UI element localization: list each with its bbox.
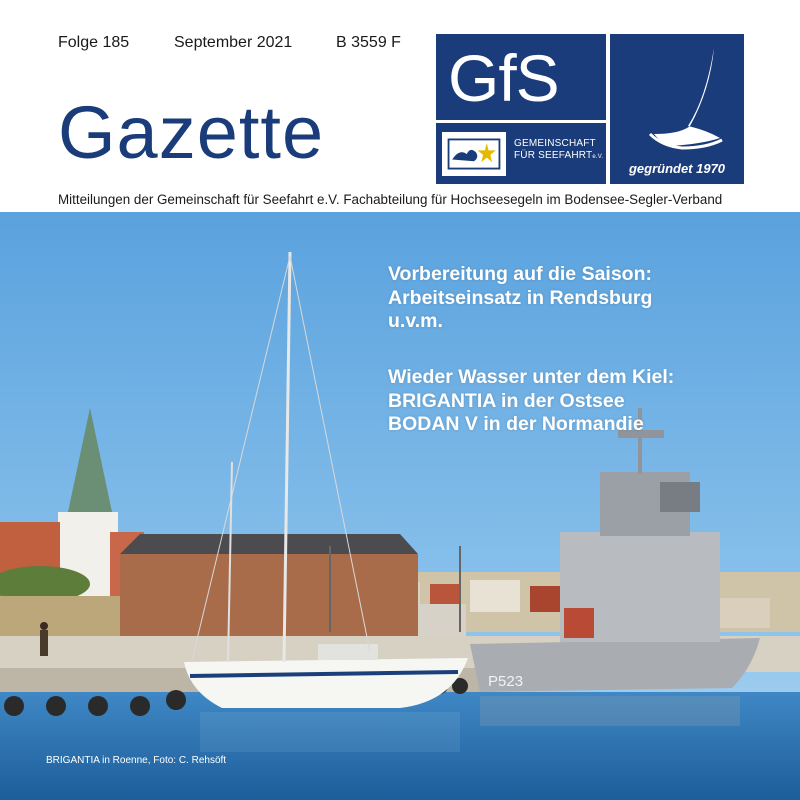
logo-divider [436, 120, 606, 123]
headline-keel [388, 366, 674, 437]
sail-icon [610, 34, 744, 164]
photo-caption: BRIGANTIA in Roenne, Foto: C. Rehsöft [46, 755, 227, 766]
postal-number: B 3559 F [336, 34, 401, 51]
logo-name-line2: FÜR SEEFAHRT [514, 150, 593, 161]
gfs-logo [436, 34, 606, 184]
headline-line: Wieder Wasser unter dem Kiel: [388, 366, 675, 388]
headline-season [388, 263, 652, 334]
issue-number: Folge 185 [58, 34, 130, 51]
burgee-flag-icon [442, 132, 506, 176]
logo-name-line1: GEMEINSCHAFT [514, 138, 596, 149]
sail-logo [610, 34, 744, 184]
headline-line: Arbeitseinsatz in Rendsburg [388, 286, 653, 309]
subtitle: Mitteilungen der Gemeinschaft für Seefahrt e.V. Fachabteilung für Hochseesegeln im Bodensee-Segler-Verband [58, 192, 723, 207]
hull-number: P523 [488, 673, 524, 690]
headline-line: BRIGANTIA in der Ostsee [388, 389, 625, 412]
founded-text: gegründet 1970 [628, 161, 726, 176]
issue-date: September 2021 [174, 34, 293, 51]
gfs-logo-name [514, 138, 603, 163]
headline-line: Vorbereitung auf die Saison: [388, 263, 653, 285]
headline-line: u.v.m. [388, 310, 443, 332]
headline-line: BODAN V in der Normandie [388, 413, 644, 435]
logo-name-suffix: e.V. [592, 154, 604, 160]
gfs-logo-text: GfS [448, 41, 559, 115]
masthead-title: Gazette [58, 91, 325, 174]
